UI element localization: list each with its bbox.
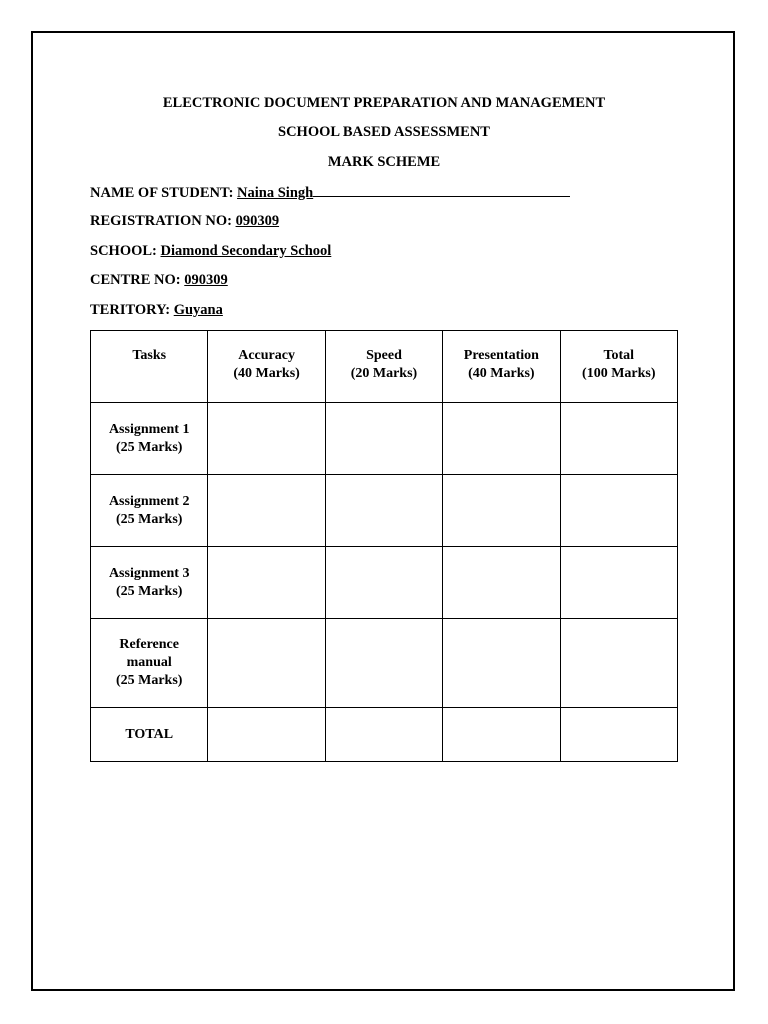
total-cell [560, 475, 677, 547]
table-total-row [91, 708, 678, 762]
header-total [560, 331, 677, 403]
header-speed [325, 331, 442, 403]
centre-label: CENTRE NO: [90, 272, 181, 288]
task-cell-reference-manual [91, 619, 208, 708]
header-total-marks: (100 Marks) [582, 366, 656, 381]
task-marks: (25 Marks) [115, 511, 183, 527]
document-subtitle: SCHOOL BASED ASSESSMENT [278, 124, 490, 140]
task-cell-assignment-2 [91, 475, 208, 547]
header-tasks-label: Tasks [132, 348, 167, 363]
speed-cell [325, 403, 442, 475]
table-row [91, 547, 678, 619]
header-presentation-label: Presentation [463, 348, 539, 363]
table-header-row [91, 331, 678, 403]
territory-field [90, 301, 223, 319]
student-name-underline [313, 182, 570, 197]
student-name-field [90, 182, 570, 202]
territory-value: Guyana [173, 302, 223, 318]
total-cell [560, 403, 677, 475]
table-row [91, 619, 678, 708]
accuracy-cell [208, 547, 325, 619]
speed-total-cell [325, 708, 442, 762]
document-title: ELECTRONIC DOCUMENT PREPARATION AND MANAGEMENT [162, 95, 606, 111]
presentation-cell [443, 475, 560, 547]
speed-cell [325, 547, 442, 619]
task-marks: (25 Marks) [115, 673, 183, 688]
presentation-cell [443, 547, 560, 619]
grand-total-cell [560, 708, 677, 762]
mark-scheme-table [90, 330, 678, 762]
header-speed-marks: (20 Marks) [350, 366, 418, 381]
accuracy-total-cell [208, 708, 325, 762]
task-cell-assignment-3 [91, 547, 208, 619]
speed-cell [325, 475, 442, 547]
task-name: Assignment 3 [108, 565, 190, 581]
table-row [91, 403, 678, 475]
table-row [91, 475, 678, 547]
task-marks: (25 Marks) [115, 583, 183, 599]
header-accuracy-label: Accuracy [238, 348, 295, 363]
student-name-label: NAME OF STUDENT: [90, 185, 234, 201]
centre-field [90, 271, 228, 289]
presentation-cell [443, 403, 560, 475]
header-accuracy-marks: (40 Marks) [233, 366, 300, 381]
total-cell [560, 547, 677, 619]
task-name: Assignment 2 [108, 493, 190, 509]
presentation-total-cell [443, 708, 560, 762]
territory-label: TERITORY: [90, 302, 171, 318]
accuracy-cell [208, 475, 325, 547]
header-presentation [443, 331, 560, 403]
accuracy-cell [208, 619, 325, 708]
accuracy-cell [208, 403, 325, 475]
task-name: Reference [119, 637, 179, 652]
registration-field [90, 212, 279, 230]
speed-cell [325, 619, 442, 708]
task-marks: (25 Marks) [115, 439, 183, 455]
presentation-cell [443, 619, 560, 708]
school-label: SCHOOL: [90, 243, 157, 259]
student-name-value: Naina Singh [237, 185, 314, 201]
document-heading-mark-scheme: MARK SCHEME [327, 154, 441, 170]
task-cell-assignment-1 [91, 403, 208, 475]
task-name-continued: manual [126, 655, 172, 670]
centre-value: 090309 [184, 272, 228, 288]
task-name: Assignment 1 [108, 421, 190, 437]
registration-value: 090309 [235, 213, 280, 229]
header-speed-label: Speed [366, 348, 402, 363]
school-field [90, 242, 331, 260]
header-tasks [91, 331, 208, 403]
header-presentation-marks: (40 Marks) [468, 366, 535, 381]
registration-label: REGISTRATION NO: [90, 213, 232, 229]
header-accuracy [208, 331, 325, 403]
school-value: Diamond Secondary School [160, 243, 332, 259]
total-label-cell: TOTAL [91, 708, 208, 762]
total-cell [560, 619, 677, 708]
header-total-label: Total [603, 348, 635, 363]
